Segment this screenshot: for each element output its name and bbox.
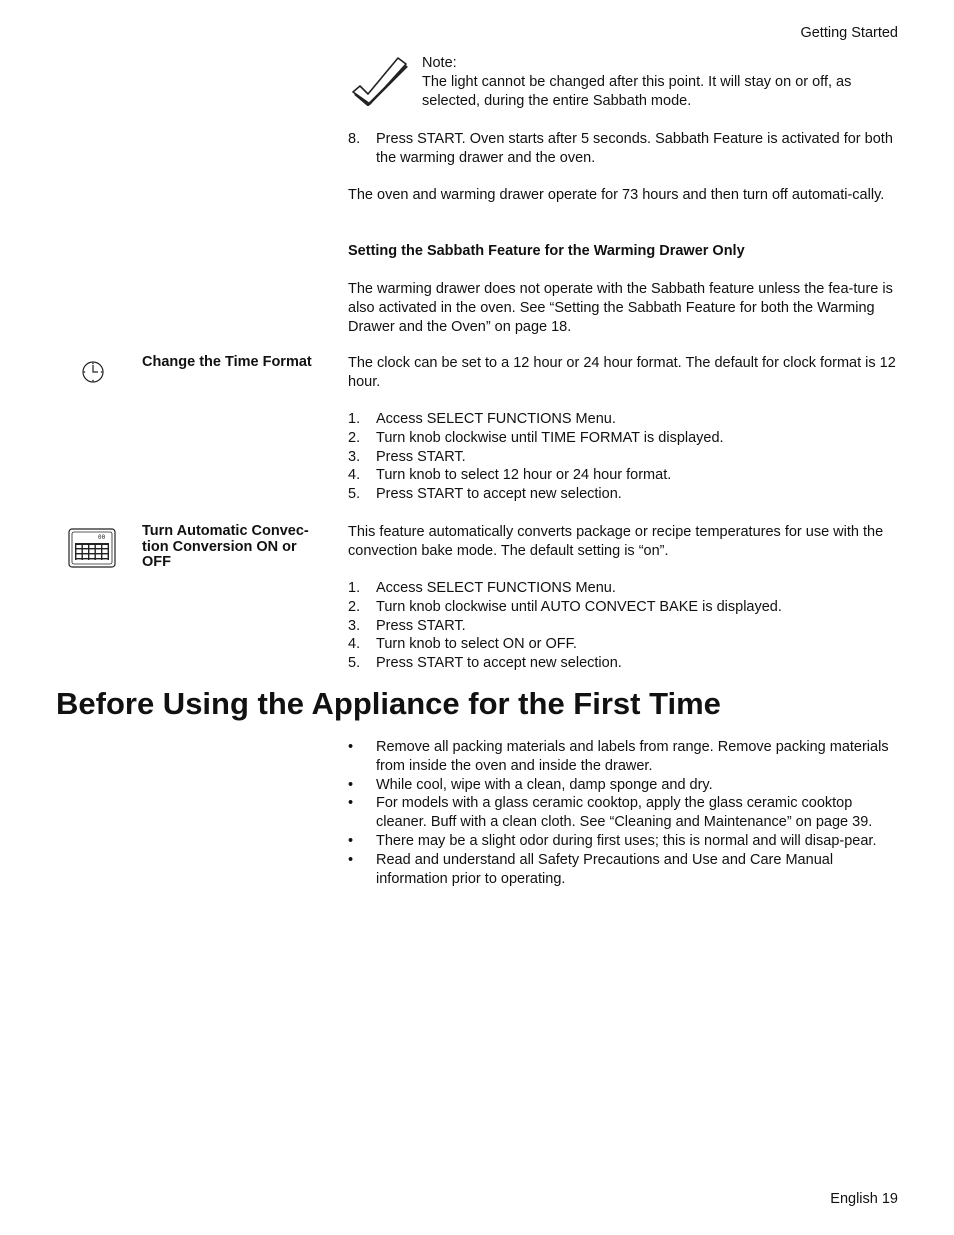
- convection-title: Turn Automatic Convec-tion Conversion ON or OFF: [142, 523, 309, 570]
- paragraph-73-hours: The oven and warming drawer operate for 73 hours and then turn off automati-cally.: [348, 187, 885, 203]
- list-item: [348, 617, 898, 636]
- note-block: [422, 54, 898, 110]
- list-item: [348, 448, 898, 467]
- step-text: Press START.: [376, 617, 466, 634]
- svg-text:00: 00: [98, 534, 106, 541]
- step-text: Turn knob to select ON or OFF.: [376, 636, 577, 653]
- list-item: [348, 410, 898, 429]
- convection-intro: This feature automatically converts package or recipe temperatures for use with the convection bake mode. The default setting is “on”.: [348, 524, 884, 559]
- list-item: [348, 635, 898, 654]
- list-item: [348, 485, 898, 504]
- step-number: 5.: [348, 486, 361, 503]
- section-heading: Before Using the Appliance for the First Time: [56, 686, 721, 721]
- step-text: Access SELECT FUNCTIONS Menu.: [376, 580, 616, 596]
- time-format-steps: [348, 410, 898, 504]
- step-number: 1.: [348, 411, 361, 427]
- list-item: [348, 654, 898, 673]
- step-number: 5.: [348, 655, 361, 672]
- step-number: 3.: [348, 617, 361, 634]
- list-item: [348, 579, 898, 598]
- time-format-title: Change the Time Format: [142, 354, 312, 370]
- step-number: 2.: [348, 429, 361, 446]
- bullet: •: [348, 832, 354, 849]
- calculator-keypad-icon: [68, 528, 116, 568]
- step-text: Turn knob clockwise until AUTO CONVECT BAKE is displayed.: [376, 598, 782, 615]
- note-text: The light cannot be changed after this point. It will stay on or off, as selected, during the entire Sabbath mode.: [422, 73, 852, 109]
- bullet-text: While cool, wipe with a clean, damp sponge and dry.: [376, 776, 713, 793]
- step-text: Access SELECT FUNCTIONS Menu.: [376, 411, 616, 427]
- step-text: Press START.: [376, 448, 466, 465]
- clock-icon: [80, 360, 106, 384]
- step-number: 2.: [348, 598, 361, 615]
- list-item: [348, 832, 898, 851]
- note-label: Note:: [422, 55, 457, 71]
- step-number: 4.: [348, 636, 361, 653]
- list-item: [348, 598, 898, 617]
- step-text: Turn knob to select 12 hour or 24 hour format.: [376, 467, 672, 484]
- step-number: 8.: [348, 131, 361, 147]
- checkmark-icon: [350, 54, 408, 106]
- step-text: Press START to accept new selection.: [376, 486, 622, 503]
- convection-steps: [348, 579, 898, 673]
- step-number: 1.: [348, 580, 361, 596]
- bullet-text: There may be a slight odor during first uses; this is normal and will disap-pear.: [376, 832, 877, 849]
- warming-drawer-heading: Setting the Sabbath Feature for the Warming Drawer Only: [348, 243, 745, 259]
- step-text: Press START. Oven starts after 5 seconds. Sabbath Feature is activated for both the warming drawer and the oven.: [376, 131, 893, 166]
- step-8: [348, 130, 898, 168]
- bullet-text: For models with a glass ceramic cooktop, apply the glass ceramic cooktop cleaner. Buff with a clean cloth. See “Cleaning and Maintenance” on page 39.: [376, 795, 873, 831]
- time-format-intro: The clock can be set to a 12 hour or 24 hour format. The default for clock format is 12 hour.: [348, 355, 896, 390]
- first-time-bullets: [348, 738, 898, 888]
- page-number: English 19: [830, 1191, 898, 1207]
- bullet-text: Read and understand all Safety Precautions and Use and Care Manual information prior to operating.: [376, 851, 834, 887]
- warming-drawer-text: The warming drawer does not operate with the Sabbath feature unless the fea-ture is also activated in the oven. See “Setting the Sabbath Feature for both the Warming Drawer and the Oven” on page 18.: [348, 281, 893, 335]
- step-number: 3.: [348, 448, 361, 465]
- step-text: Turn knob clockwise until TIME FORMAT is displayed.: [376, 429, 724, 446]
- list-item: [348, 738, 898, 776]
- bullet: •: [348, 739, 354, 755]
- bullet: •: [348, 851, 354, 868]
- list-item: [348, 851, 898, 889]
- bullet: •: [348, 795, 354, 812]
- bullet-text: Remove all packing materials and labels from range. Remove packing materials from inside the oven and inside the drawer.: [376, 739, 889, 774]
- list-item: [348, 466, 898, 485]
- list-item: [348, 776, 898, 795]
- running-header: Getting Started: [800, 25, 898, 41]
- list-item: [348, 429, 898, 448]
- step-text: Press START to accept new selection.: [376, 655, 622, 672]
- step-number: 4.: [348, 467, 361, 484]
- bullet: •: [348, 776, 354, 793]
- list-item: [348, 794, 898, 832]
